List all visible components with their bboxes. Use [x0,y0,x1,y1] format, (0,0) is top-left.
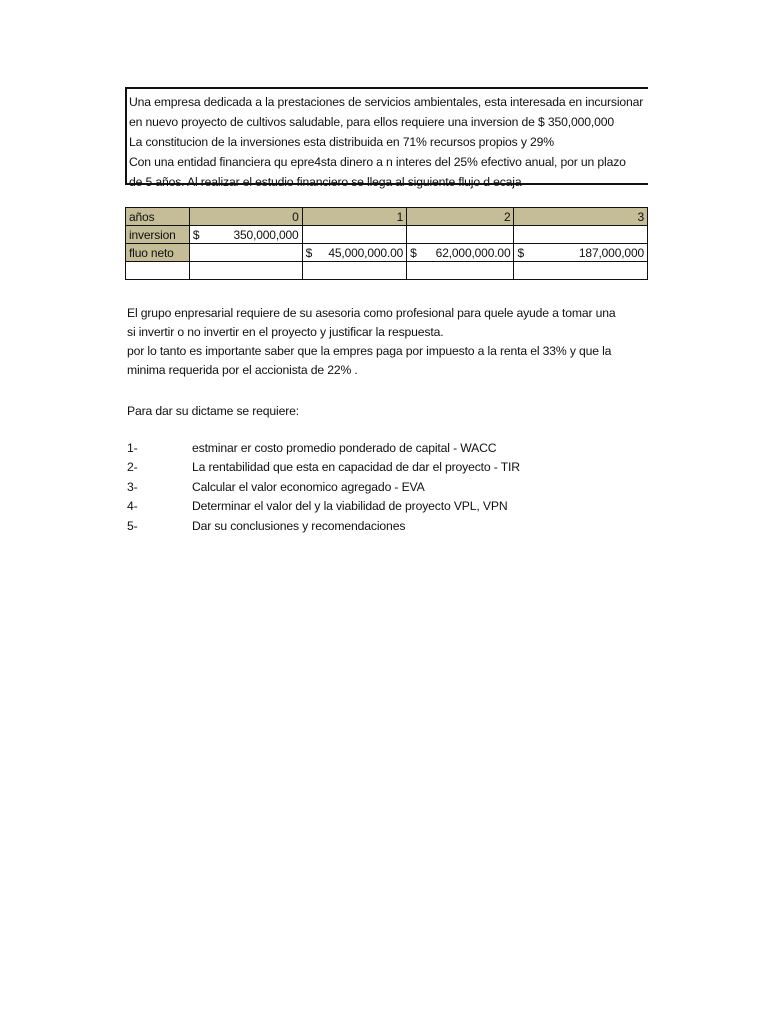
request-line: por lo tanto es importante saber que la empres paga por impuesto a la renta el 33% y que la [127,344,612,358]
task-number: 2- [127,460,138,474]
task-item [127,499,507,513]
table-cell [302,226,407,244]
cash-flow-table [125,207,648,280]
task-text: Determinar el valor del y la viabilidad de proyecto VPL, VPN [192,499,508,513]
table-cell [514,244,648,262]
table-row [126,244,648,262]
table-cell [189,226,302,244]
task-number: 3- [127,480,138,494]
request-line: si invertir o no invertir en el proyecto y justificar la respuesta. [127,325,444,339]
task-item [127,519,405,533]
cell-value: 187,000,000 [578,245,644,260]
task-number: 1- [127,441,138,455]
prompt-text [127,402,299,421]
intro-line: La constitucion de la inversiones esta distribuida en 71% recursos propios y 29% [129,135,554,149]
table-cell [302,244,407,262]
request-line: minima requerida por el accionista de 22% . [127,363,358,377]
header-year: 3 [514,208,648,226]
task-number: 4- [127,499,138,513]
table-cell [407,226,514,244]
table-cell [189,244,302,262]
intro-line: en nuevo proyecto de cultivos saludable, para ellos requiere una inversion de $ 350,000,000 [129,115,615,129]
currency-symbol: $ [192,227,200,242]
request-line: El grupo enpresarial requiere de su asesoria como profesional para quele ayude a tomar una [127,306,616,320]
intro-line: Una empresa dedicada a la prestaciones de servicios ambientales, esta interesada en incursionar [129,95,644,109]
currency-symbol: $ [517,245,524,260]
intro-line: de 5 años. Al realizar el estudio financiero se llega al siguiente flujo d ecaja [129,175,522,189]
task-text: Calcular el valor economico agregado - EVA [192,480,425,494]
currency-symbol: $ [305,245,313,260]
table-cell [302,262,407,280]
task-text: estminar er costo promedio ponderado de capital - WACC [192,441,497,455]
task-item [127,460,520,474]
table-cell [407,244,514,262]
cell-value: 45,000,000.00 [328,245,404,260]
row-label: inversion [126,226,190,244]
task-item [127,480,425,494]
task-text: Dar su conclusiones y recomendaciones [192,519,406,533]
task-item [127,441,496,455]
table-row [126,226,648,244]
intro-text-box [125,87,648,189]
cell-value: 350,000,000 [233,227,299,242]
table-header-row [126,208,648,226]
row-label: fluo neto [126,244,190,262]
currency-symbol: $ [410,245,417,260]
request-paragraph [127,304,616,380]
table-row-empty [126,262,648,280]
table-cell [514,226,648,244]
prompt-line: Para dar su dictame se requiere: [127,404,300,418]
task-text: La rentabilidad que esta en capacidad de dar el proyecto - TIR [192,460,520,474]
cell-value: 62,000,000.00 [435,245,511,260]
intro-line: Con una entidad financiera qu epre4sta dinero a n interes del 25% efectivo anual, por un plazo [129,155,626,169]
task-number: 5- [127,519,138,533]
header-label: años [126,208,190,226]
header-year: 1 [302,208,407,226]
table-cell [126,262,190,280]
table-cell [189,262,302,280]
header-year: 2 [407,208,514,226]
header-year: 0 [189,208,302,226]
table-cell [514,262,648,280]
table-cell [407,262,514,280]
